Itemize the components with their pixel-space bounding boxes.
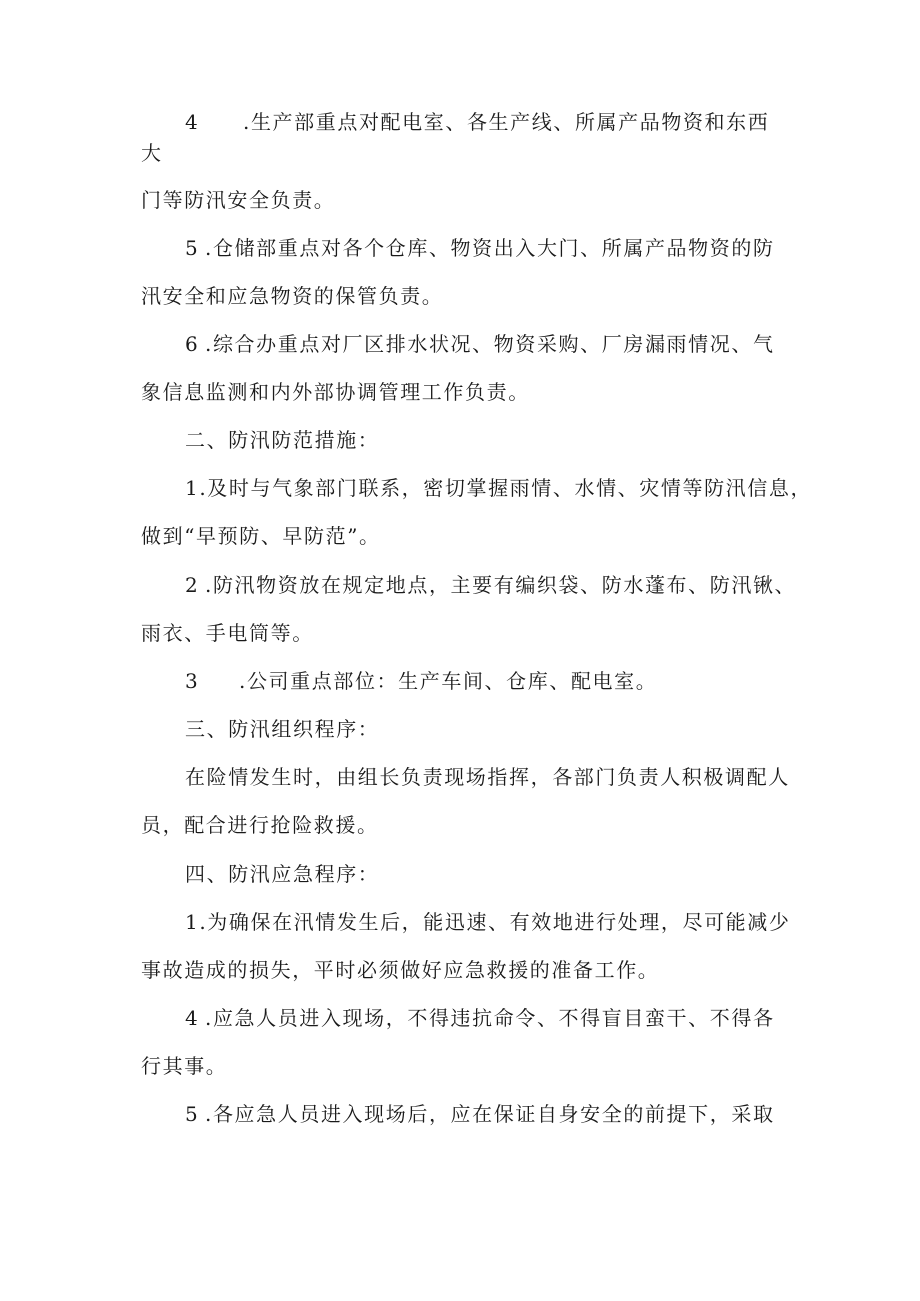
line-text: .仓储部重点对各个仓库、物资出入大门、所属产品物资的防 (205, 236, 775, 260)
line-text: 事故造成的损失，平时必须做好应急救援的准备工作。 (141, 958, 660, 982)
line-text: 行其事。 (141, 1054, 228, 1078)
paragraph-line (185, 669, 657, 693)
paragraph-line (185, 236, 775, 260)
line-text: 员，配合进行抢险救援。 (141, 813, 379, 837)
paragraph-line (141, 621, 314, 645)
line-text: 汛安全和应急物资的保管负责。 (141, 284, 444, 308)
line-text: 做到“早预防、早防范”。 (141, 524, 381, 548)
paragraph-line (185, 573, 796, 597)
item-number: 5 (185, 236, 200, 260)
paragraph-line (185, 1006, 775, 1030)
line-text: 1.为确保在汛情发生后，能迅速、有效地进行处理，尽可能减少 (185, 910, 791, 934)
line-text: 象信息监测和内外部协调管理工作负责。 (141, 380, 530, 404)
section-heading (185, 428, 379, 452)
paragraph-line (141, 958, 659, 982)
line-text: 四、防汛应急程序： (185, 862, 380, 886)
item-number: 5 (185, 1102, 200, 1126)
line-text: 雨衣、手电筒等。 (141, 621, 314, 645)
item-number: 2 (185, 573, 200, 597)
line-text: .各应急人员进入现场后，应在保证自身安全的前提下，采取 (205, 1102, 775, 1126)
paragraph-line (141, 284, 443, 308)
section-heading (185, 717, 379, 741)
line-text: .生产部重点对配电室、各生产线、所属产品物资和东西 (243, 110, 770, 134)
paragraph-line (185, 1102, 775, 1126)
paragraph-line (141, 813, 379, 837)
item-number: 3 (185, 669, 200, 693)
line-text: 大 (141, 141, 163, 165)
item-number: 4 (185, 110, 200, 134)
line-text: .应急人员进入现场，不得违抗命令、不得盲目蛮干、不得各 (205, 1006, 775, 1030)
item-number: 4 (185, 1006, 200, 1030)
paragraph-line (141, 380, 530, 404)
paragraph-line (141, 524, 381, 548)
paragraph-line (185, 332, 775, 356)
line-text: .综合办重点对厂区排水状况、物资采购、厂房漏雨情况、气 (205, 332, 775, 356)
line-text: 二、防汛防范措施： (185, 428, 380, 452)
item-number: 6 (185, 332, 200, 356)
section-heading (185, 862, 379, 886)
line-text: 1.及时与气象部门联系，密切掌握雨情、水情、灾情等防汛信息， (185, 476, 813, 500)
paragraph-line (141, 141, 163, 165)
paragraph-line (185, 910, 790, 934)
paragraph-line (185, 765, 790, 789)
paragraph-line (185, 110, 769, 134)
paragraph-line (141, 188, 335, 212)
paragraph-line (185, 476, 812, 500)
line-text: 在险情发生时，由组长负责现场指挥，各部门负责人积极调配人 (185, 765, 790, 789)
line-text: .公司重点部位：生产车间、仓库、配电室。 (239, 669, 658, 693)
line-text: 三、防汛组织程序： (185, 717, 380, 741)
paragraph-line (141, 1054, 227, 1078)
line-text: 门等防汛安全负责。 (141, 188, 336, 212)
line-text: .防汛物资放在规定地点，主要有编织袋、防水蓬布、防汛锹、 (205, 573, 797, 597)
